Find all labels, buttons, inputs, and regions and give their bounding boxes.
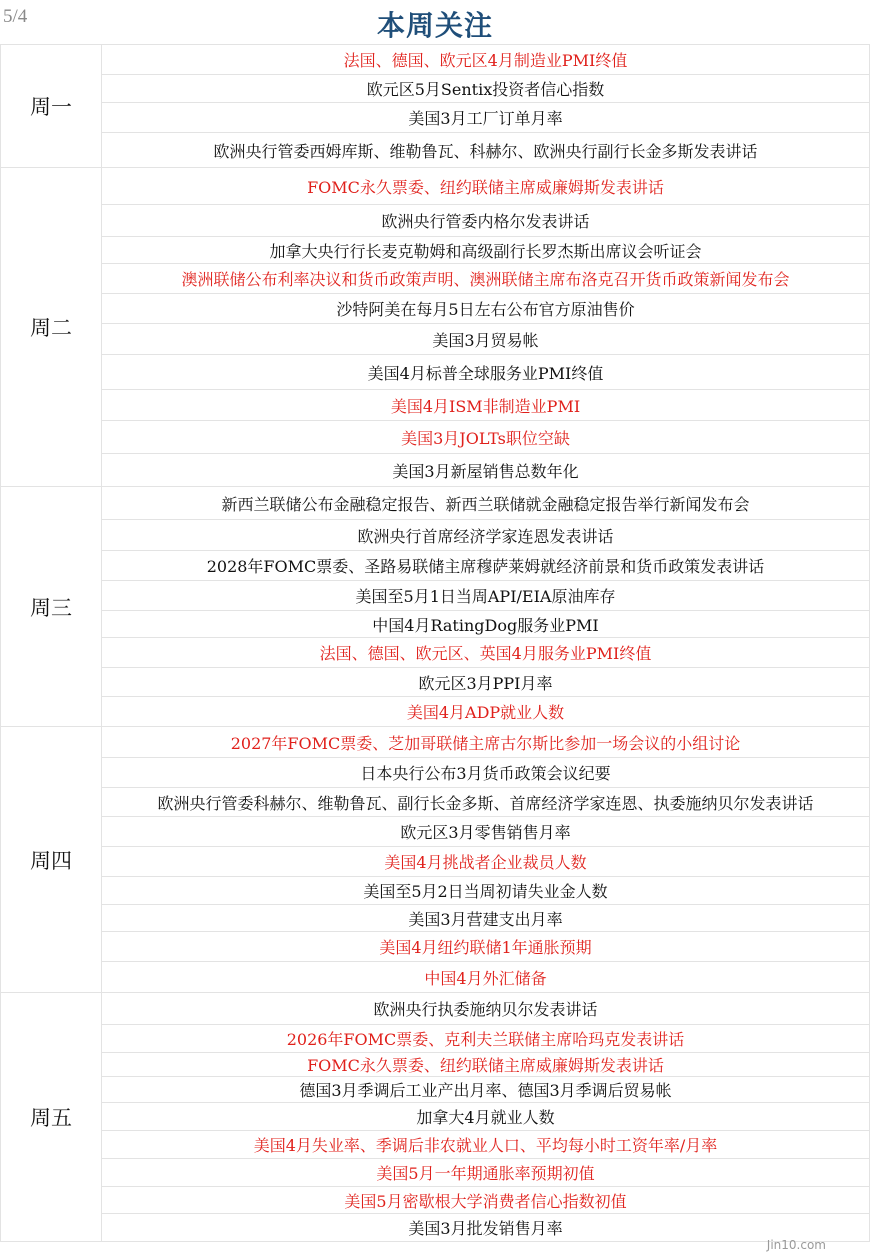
table-row: [1, 45, 870, 75]
table-row: [1, 421, 870, 454]
table-row: [1, 668, 870, 697]
event-item-highlighted: 美国4月纽约联储1年通胀预期: [102, 932, 870, 962]
table-row: [1, 1214, 870, 1242]
event-item-highlighted: 2027年FOMC票委、芝加哥联储主席古尔斯比参加一场会议的小组讨论: [102, 727, 870, 758]
event-item: 欧元区5月Sentix投资者信心指数: [102, 75, 870, 103]
event-item: 美国3月营建支出月率: [102, 905, 870, 932]
event-item: 欧元区3月PPI月率: [102, 668, 870, 697]
event-item-highlighted: 美国4月失业率、季调后非农就业人口、平均每小时工资年率/月率: [102, 1131, 870, 1159]
event-item-highlighted: FOMC永久票委、纽约联储主席威廉姆斯发表讲话: [102, 1053, 870, 1077]
table-row: [1, 905, 870, 932]
event-item-highlighted: 法国、德国、欧元区、英国4月服务业PMI终值: [102, 638, 870, 668]
table-row: [1, 390, 870, 421]
event-item-highlighted: 美国3月JOLTs职位空缺: [102, 421, 870, 454]
event-item: 欧洲央行管委科赫尔、维勒鲁瓦、副行长金多斯、首席经济学家连恩、执委施纳贝尔发表讲话: [102, 788, 870, 817]
event-item: 欧洲央行管委西姆库斯、维勒鲁瓦、科赫尔、欧洲央行副行长金多斯发表讲话: [102, 133, 870, 168]
event-item: 沙特阿美在每月5日左右公布官方原油售价: [102, 294, 870, 324]
table-row: [1, 1077, 870, 1103]
event-item-highlighted: 美国4月ISM非制造业PMI: [102, 390, 870, 421]
event-item: 美国3月批发销售月率: [102, 1214, 870, 1242]
event-item: 加拿大央行行长麦克勒姆和高级副行长罗杰斯出席议会听证会: [102, 237, 870, 264]
table-row: [1, 264, 870, 294]
day-label: 周五: [1, 993, 102, 1242]
weekly-schedule-table: [0, 44, 870, 1242]
event-item: 美国至5月1日当周API/EIA原油库存: [102, 581, 870, 611]
event-item: 加拿大4月就业人数: [102, 1103, 870, 1131]
event-item: 日本央行公布3月货币政策会议纪要: [102, 758, 870, 788]
event-item: 美国3月贸易帐: [102, 324, 870, 355]
event-item-highlighted: 美国4月挑战者企业裁员人数: [102, 847, 870, 877]
table-row: [1, 758, 870, 788]
day-label: 周四: [1, 727, 102, 993]
table-row: [1, 877, 870, 905]
table-row: [1, 847, 870, 877]
table-row: [1, 697, 870, 727]
table-row: [1, 1025, 870, 1053]
table-row: [1, 551, 870, 581]
table-row: [1, 103, 870, 133]
table-row: [1, 581, 870, 611]
event-item: 欧洲央行管委内格尔发表讲话: [102, 205, 870, 237]
event-item: 欧洲央行执委施纳贝尔发表讲话: [102, 993, 870, 1025]
table-row: [1, 205, 870, 237]
event-item: 美国至5月2日当周初请失业金人数: [102, 877, 870, 905]
event-item: 欧元区3月零售销售月率: [102, 817, 870, 847]
table-row: [1, 487, 870, 520]
event-item-highlighted: 美国5月密歇根大学消费者信心指数初值: [102, 1187, 870, 1214]
event-item: 新西兰联储公布金融稳定报告、新西兰联储就金融稳定报告举行新闻发布会: [102, 487, 870, 520]
event-item: 欧洲央行首席经济学家连恩发表讲话: [102, 520, 870, 551]
table-row: [1, 788, 870, 817]
watermark: Jin10.com: [766, 1238, 826, 1252]
event-item: 中国4月RatingDog服务业PMI: [102, 611, 870, 638]
event-item-highlighted: 法国、德国、欧元区4月制造业PMI终值: [102, 45, 870, 75]
event-item: 美国3月工厂订单月率: [102, 103, 870, 133]
date-label: 5/4: [3, 6, 28, 27]
day-label: 周三: [1, 487, 102, 727]
table-row: [1, 932, 870, 962]
event-item: 2028年FOMC票委、圣路易联储主席穆萨莱姆就经济前景和货币政策发表讲话: [102, 551, 870, 581]
table-row: [1, 993, 870, 1025]
table-row: [1, 1103, 870, 1131]
table-row: [1, 611, 870, 638]
event-item: 美国4月标普全球服务业PMI终值: [102, 355, 870, 390]
event-item-highlighted: 中国4月外汇储备: [102, 962, 870, 993]
table-row: [1, 1159, 870, 1187]
table-row: [1, 962, 870, 993]
table-row: [1, 324, 870, 355]
table-row: [1, 1053, 870, 1077]
table-row: [1, 133, 870, 168]
day-label: 周二: [1, 168, 102, 487]
event-item: 美国3月新屋销售总数年化: [102, 454, 870, 487]
event-item-highlighted: 美国4月ADP就业人数: [102, 697, 870, 727]
event-item-highlighted: 澳洲联储公布利率决议和货币政策声明、澳洲联储主席布洛克召开货币政策新闻发布会: [102, 264, 870, 294]
table-row: [1, 454, 870, 487]
event-item-highlighted: FOMC永久票委、纽约联储主席威廉姆斯发表讲话: [102, 168, 870, 205]
table-row: [1, 75, 870, 103]
table-row: [1, 520, 870, 551]
table-row: [1, 294, 870, 324]
event-item: 德国3月季调后工业产出月率、德国3月季调后贸易帐: [102, 1077, 870, 1103]
event-item-highlighted: 2026年FOMC票委、克利夫兰联储主席哈玛克发表讲话: [102, 1025, 870, 1053]
table-row: [1, 1187, 870, 1214]
table-row: [1, 727, 870, 758]
table-row: [1, 817, 870, 847]
page-title: 本周关注: [376, 9, 493, 42]
table-row: [1, 1131, 870, 1159]
table-row: [1, 168, 870, 205]
table-row: [1, 237, 870, 264]
table-row: [1, 355, 870, 390]
day-label: 周一: [1, 45, 102, 168]
table-row: [1, 638, 870, 668]
event-item-highlighted: 美国5月一年期通胀率预期初值: [102, 1159, 870, 1187]
